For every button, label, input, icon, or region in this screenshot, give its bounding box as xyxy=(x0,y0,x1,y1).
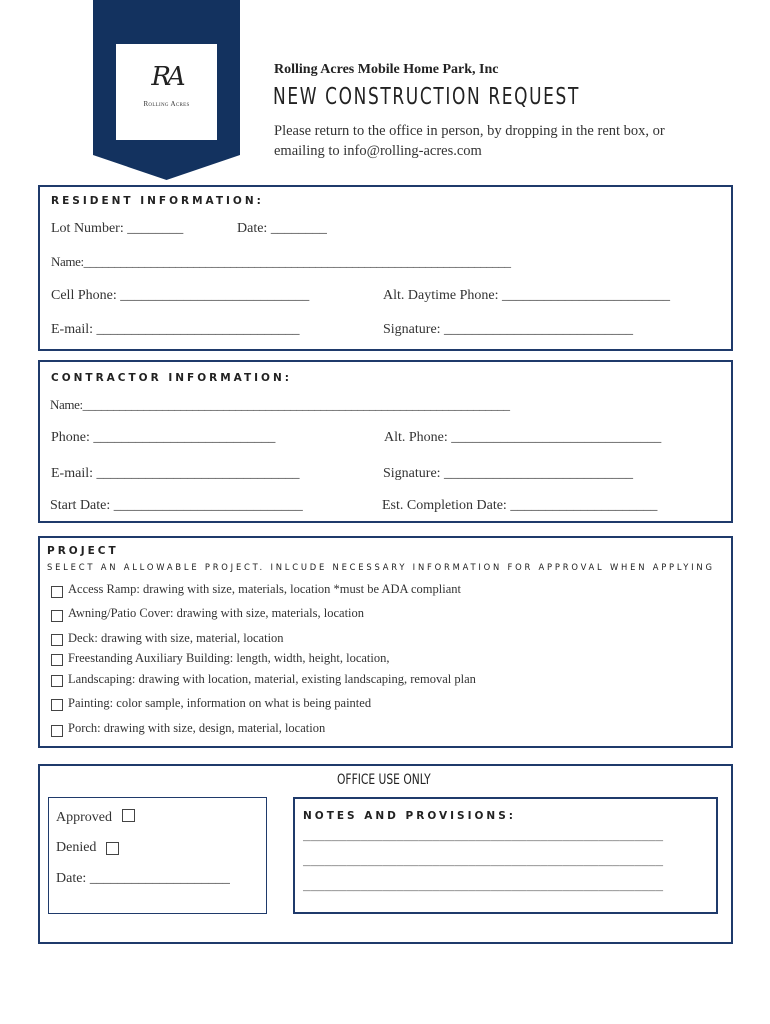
checkbox-access-ramp[interactable] xyxy=(51,586,63,598)
project-subheading: SELECT AN ALLOWABLE PROJECT. INLCUDE NECESSARY INFORMATION FOR APPROVAL WHEN APPLYING xyxy=(47,563,715,573)
company-logo xyxy=(116,44,217,140)
lot-number-field[interactable]: Lot Number: ________ xyxy=(51,221,184,236)
checkbox-deck[interactable] xyxy=(51,634,63,646)
page-title: NEW CONSTRUCTION REQUEST xyxy=(273,84,580,110)
contractor-email-field[interactable]: E-mail: _____________________________ xyxy=(51,466,300,481)
notes-heading: NOTES AND PROVISIONS: xyxy=(303,810,516,822)
checkbox-awning[interactable] xyxy=(51,610,63,622)
resident-heading: RESIDENT INFORMATION: xyxy=(51,195,264,207)
checkbox-freestanding-building[interactable] xyxy=(51,654,63,666)
office-use-title: OFFICE USE ONLY xyxy=(337,772,431,788)
contractor-name-field[interactable]: Name:______________________________________________________________________ xyxy=(50,397,510,412)
project-item-label: Access Ramp: drawing with size, materials, location *must be ADA compliant xyxy=(68,582,461,596)
denied-label: Denied xyxy=(56,840,97,855)
resident-email-field[interactable]: E-mail: _____________________________ xyxy=(51,322,300,337)
project-item-label: Awning/Patio Cover: drawing with size, materials, location xyxy=(68,606,365,620)
start-date-field[interactable]: Start Date: ___________________________ xyxy=(50,498,303,513)
notes-line[interactable]: __________________________________________________ xyxy=(303,830,664,844)
denied-checkbox[interactable] xyxy=(106,842,119,855)
resident-signature-field[interactable]: Signature: ___________________________ xyxy=(383,322,634,337)
resident-name-field[interactable]: Name:______________________________________________________________________ xyxy=(51,254,511,269)
office-date-field[interactable]: Date: ____________________ xyxy=(56,871,230,886)
contractor-alt-phone-field[interactable]: Alt. Phone: ______________________________ xyxy=(384,430,662,445)
contractor-heading: CONTRACTOR INFORMATION: xyxy=(51,372,292,384)
project-item-label: Painting: color sample, information on what is being painted xyxy=(68,696,372,710)
project-item-label: Landscaping: drawing with location, material, existing landscaping, removal plan xyxy=(68,672,476,686)
logo-monogram: RA xyxy=(151,62,182,92)
notes-line[interactable]: __________________________________________________ xyxy=(303,855,664,869)
project-item-label: Porch: drawing with size, design, material, location xyxy=(68,721,326,735)
approved-checkbox[interactable] xyxy=(122,809,135,822)
logo-text: Rolling Acres xyxy=(143,100,190,108)
checkbox-painting[interactable] xyxy=(51,699,63,711)
alt-daytime-phone-field[interactable]: Alt. Daytime Phone: ________________________ xyxy=(383,288,670,303)
notes-line[interactable]: __________________________________________________ xyxy=(303,880,664,894)
company-name: Rolling Acres Mobile Home Park, Inc xyxy=(274,62,499,77)
completion-date-field[interactable]: Est. Completion Date: _____________________ xyxy=(382,498,658,513)
contractor-signature-field[interactable]: Signature: ___________________________ xyxy=(383,466,634,481)
contractor-phone-field[interactable]: Phone: __________________________ xyxy=(51,430,276,445)
checkbox-porch[interactable] xyxy=(51,725,63,737)
project-heading: PROJECT xyxy=(47,545,119,557)
project-item-label: Freestanding Auxiliary Building: length, width, height, location, xyxy=(68,651,390,665)
resident-date-field[interactable]: Date: ________ xyxy=(237,221,327,236)
project-item-label: Deck: drawing with size, material, location xyxy=(68,631,284,645)
checkbox-landscaping[interactable] xyxy=(51,675,63,687)
approved-label: Approved xyxy=(56,810,112,825)
instructions-text: Please return to the office in person, by dropping in the rent box, or emailing to info@rolling-acres.com xyxy=(274,123,665,159)
cell-phone-field[interactable]: Cell Phone: ___________________________ xyxy=(51,288,310,303)
